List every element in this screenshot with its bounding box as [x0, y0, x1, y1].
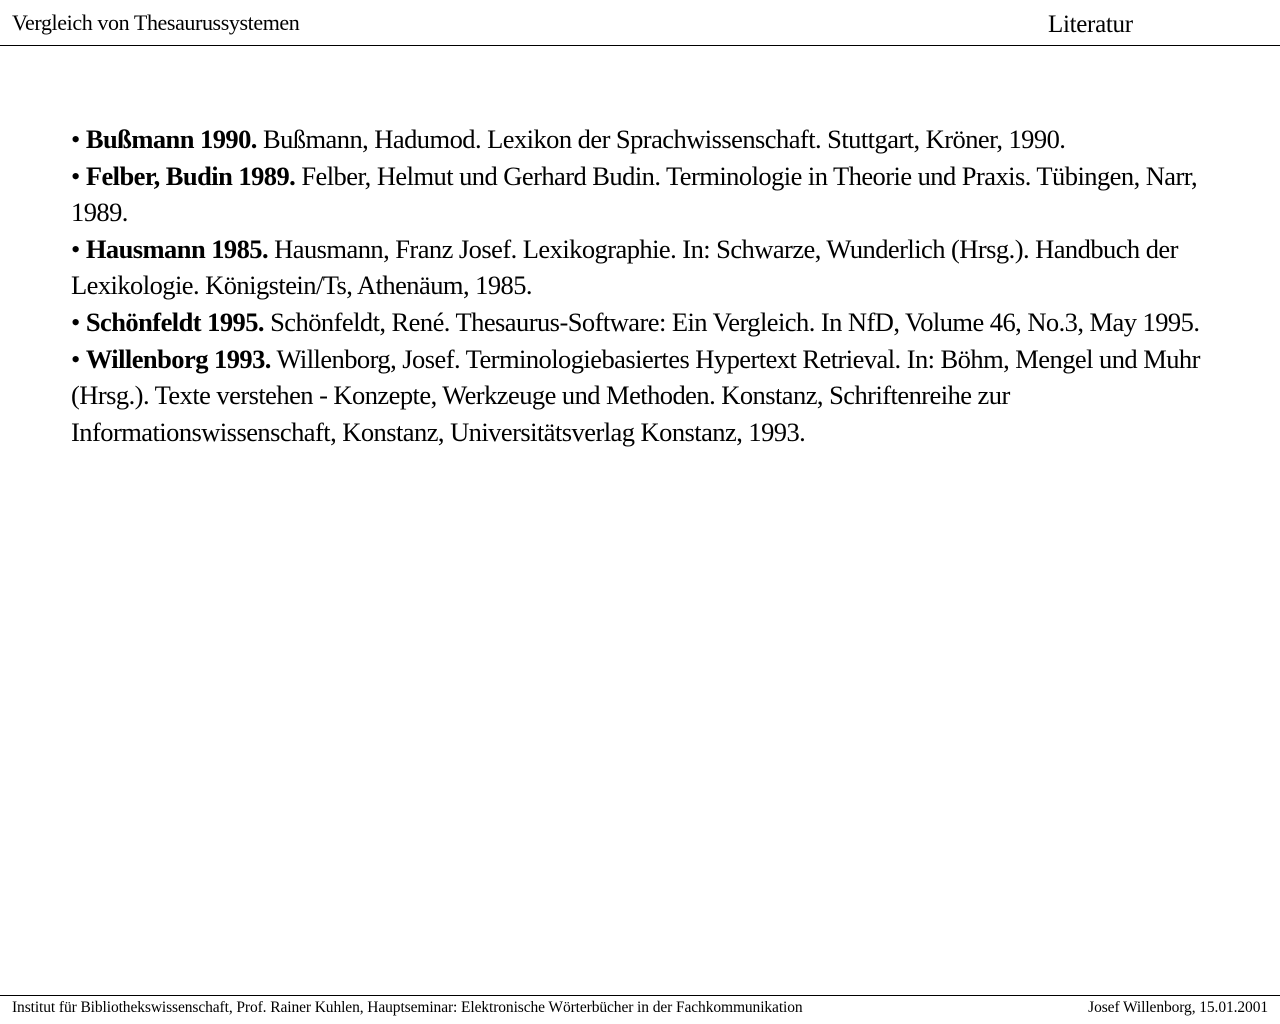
reference-key: Schönfeldt 1995.	[85, 306, 265, 337]
document-title: Vergleich von Thesaurussystemen	[12, 10, 300, 35]
reference-text: Schönfeldt, René. Thesaurus-Software: Ein Vergleich. In NfD, Volume 46, No.3, May 1995.	[270, 306, 1200, 337]
reference-item	[71, 341, 1211, 451]
reference-key: Bußmann 1990.	[85, 124, 257, 154]
bullet-icon: •	[71, 160, 80, 191]
footer-divider	[0, 995, 1280, 996]
header-divider	[0, 45, 1280, 46]
footer-institution: Institut für Bibliothekswissenschaft, Prof. Rainer Kuhlen, Hauptseminar: Elektronische Wörterbücher in der Fachkommunikation	[12, 999, 803, 1016]
reference-text: Bußmann, Hadumod. Lexikon der Sprachwissenschaft. Stuttgart, Kröner, 1990.	[262, 124, 1066, 154]
reference-item	[71, 304, 1211, 341]
reference-key: Willenborg 1993.	[85, 343, 271, 374]
footer-author-date: Josef Willenborg, 15.01.2001	[1088, 999, 1268, 1016]
reference-key: Felber, Budin 1989.	[85, 160, 296, 191]
reference-text: Felber, Helmut und Gerhard Budin. Terminologie in Theorie und Praxis. Tübingen, Narr, 1989.	[71, 160, 1198, 228]
bullet-icon: •	[71, 306, 80, 337]
reference-list	[71, 121, 1211, 450]
reference-text: Willenborg, Josef. Terminologiebasiertes Hypertext Retrieval. In: Böhm, Mengel und Muhr (Hrsg.). Texte verstehen - Konzepte, Werkzeuge und Methoden. Konstanz, Schriftenreihe zur Informationswissenschaft, Konstanz, Universitätsverlag Konstanz, 1993.	[71, 343, 1200, 447]
section-title: Literatur	[1048, 11, 1133, 38]
reference-item	[71, 231, 1211, 304]
bullet-icon: •	[71, 124, 80, 154]
bullet-icon: •	[71, 343, 80, 374]
reference-key: Hausmann 1985.	[85, 233, 269, 264]
reference-item	[71, 121, 1211, 158]
reference-text: Hausmann, Franz Josef. Lexikographie. In: Schwarze, Wunderlich (Hrsg.). Handbuch der Lexikologie. Königstein/Ts, Athenäum, 1985.	[71, 233, 1178, 301]
reference-item	[71, 158, 1211, 231]
bullet-icon: •	[71, 233, 80, 264]
